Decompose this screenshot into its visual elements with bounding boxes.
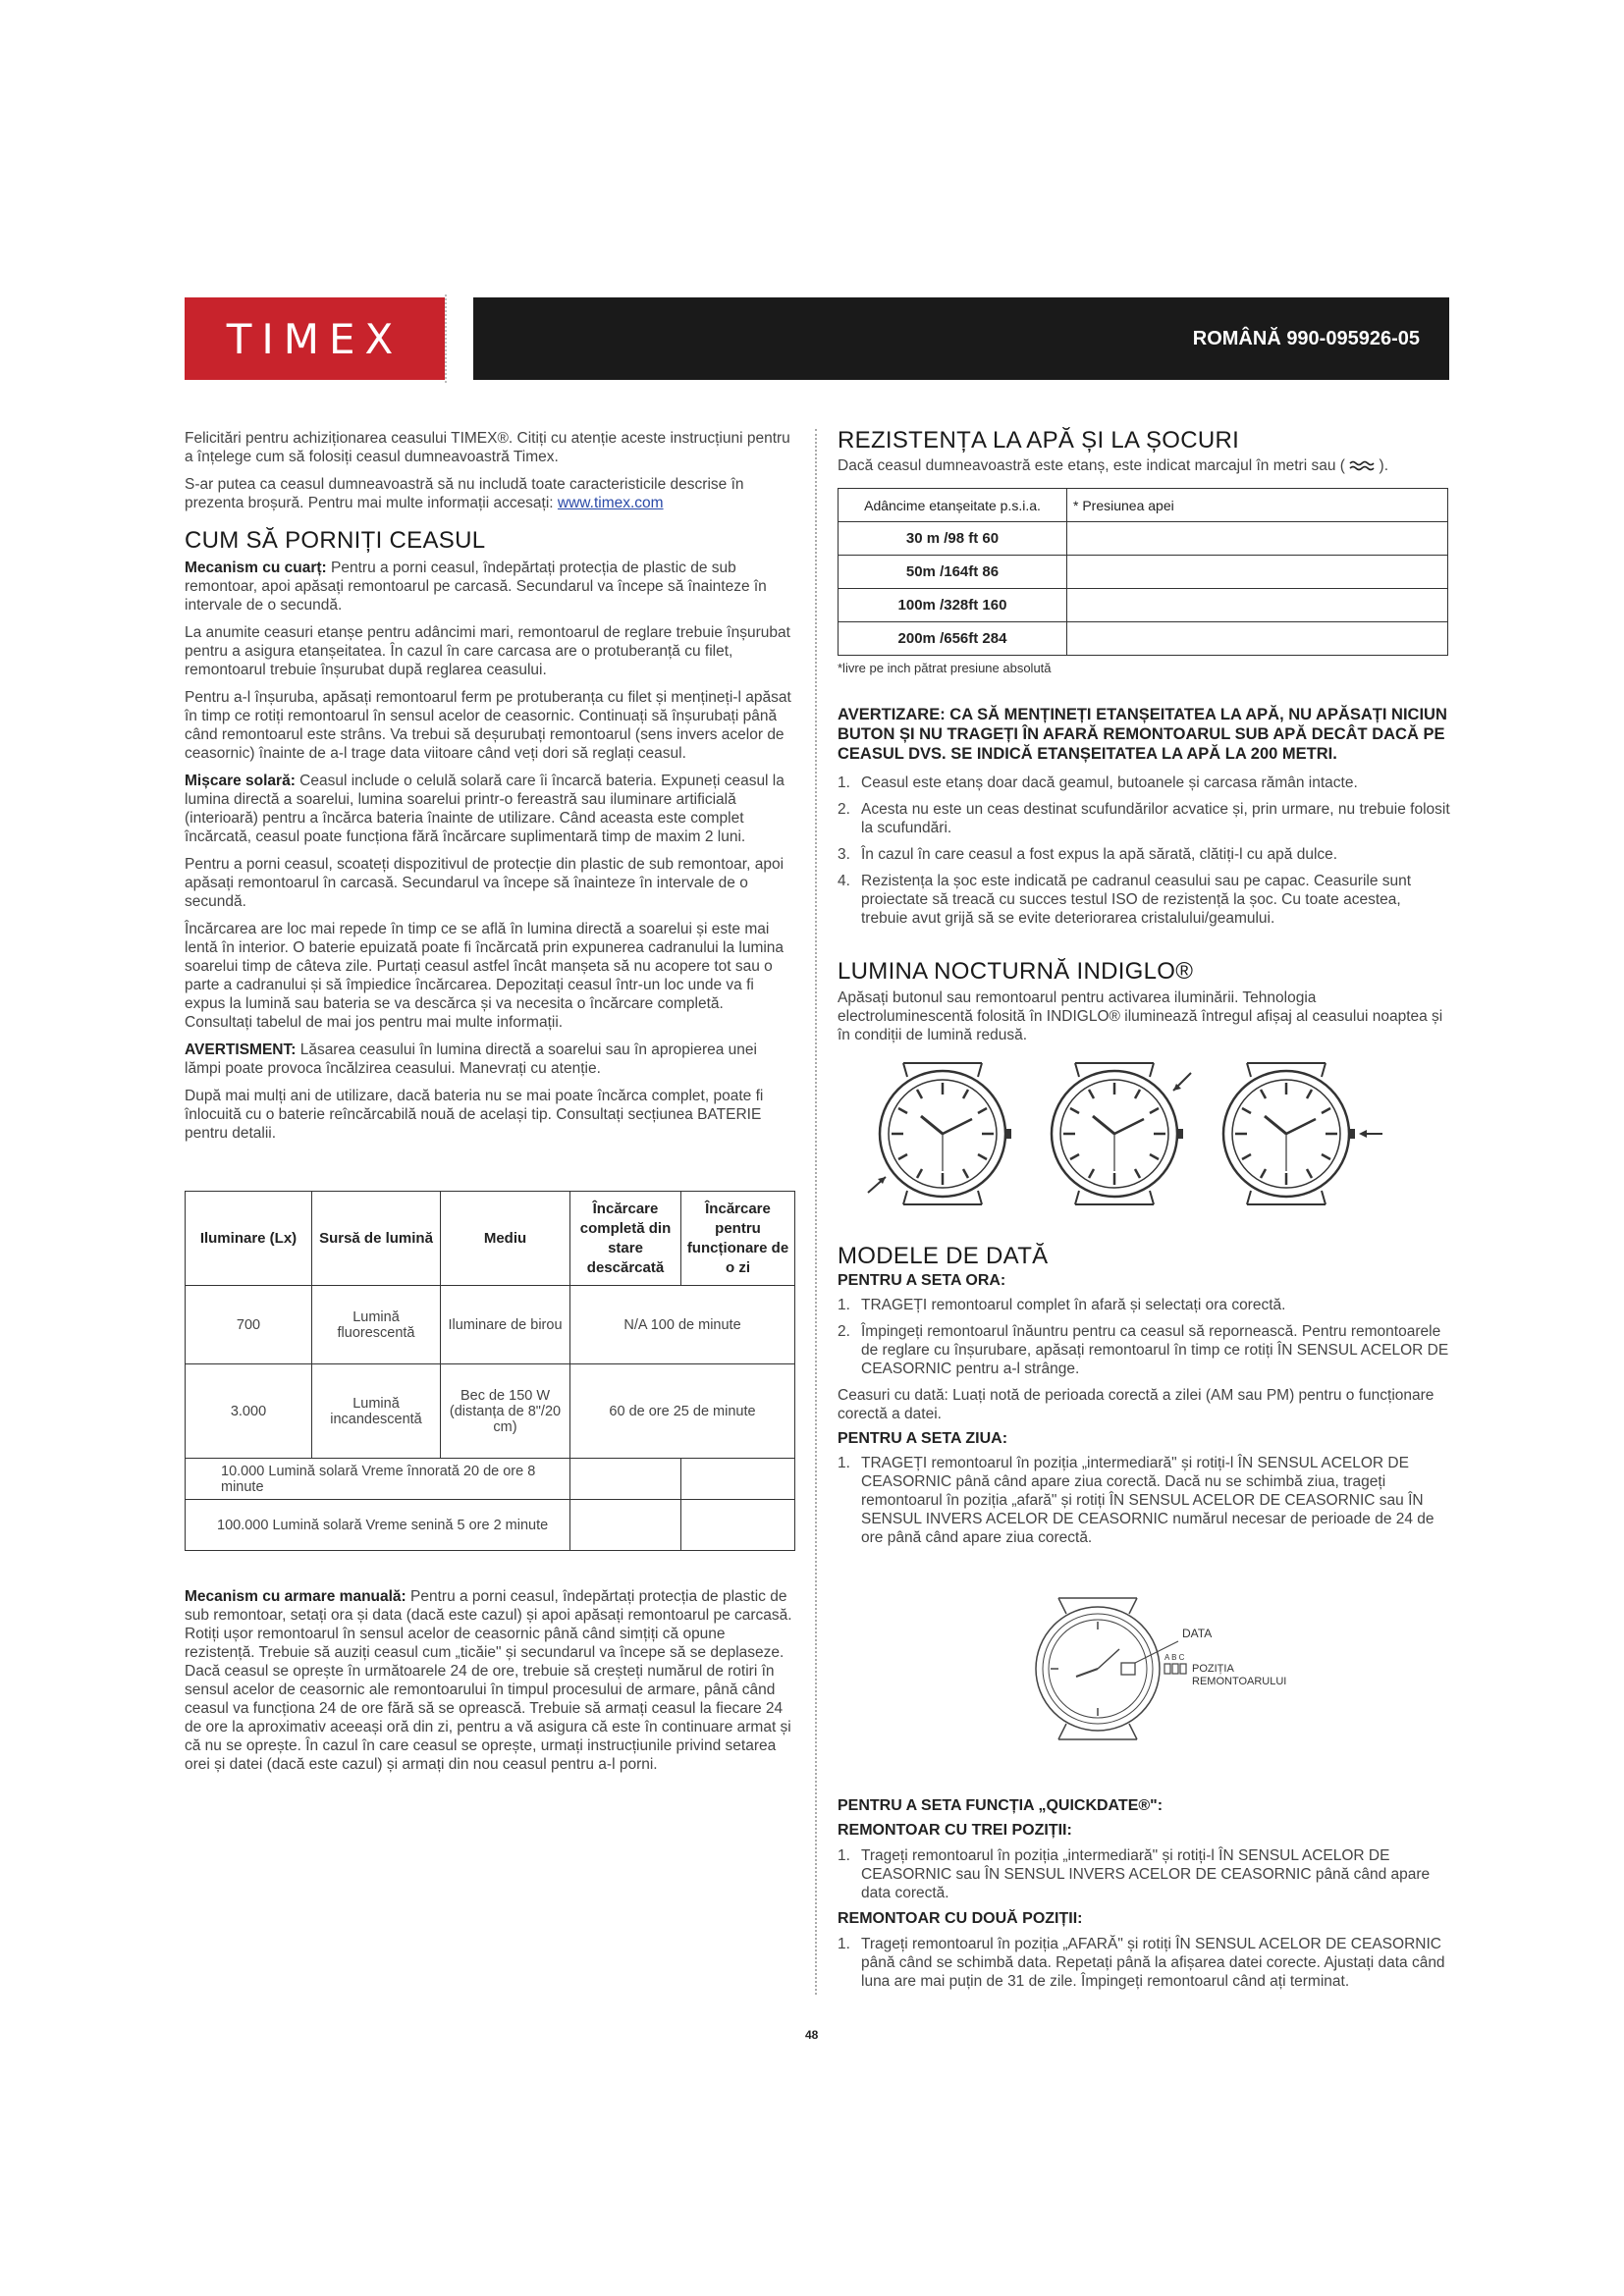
watch-illustration-3 — [1223, 1063, 1382, 1204]
table-cell — [1067, 589, 1448, 622]
table-cell — [681, 1500, 795, 1551]
quartz-text: Pentru a porni ceasul, îndepărtați protecția de plastic de sub remontoar, apoi apăsați remontoarul pe carcasă. Secundarul va începe să înainteze în intervale de o secundă. — [185, 560, 767, 614]
table-header-cell: * Presiunea apei — [1067, 489, 1448, 522]
table-header-cell: Iluminare (Lx) — [186, 1192, 312, 1286]
table-cell — [1067, 522, 1448, 556]
water-footnote: *livre pe inch pătrat presiune absolută — [838, 661, 1052, 675]
quartz-paragraph-2: La anumite ceasuri etanșe pentru adâncimi mari, remontoarul de reglare trebuie înșurubat pentru a asigura etanșeitatea. În cazul în care carcasa are o protuberanță cu filet, remontoarul trebuie înșurubat după reglarea ceasului. — [185, 624, 790, 678]
table-cell: 100m /328ft 160 — [839, 589, 1067, 622]
table-cell: 30 m /98 ft 60 — [839, 522, 1067, 556]
column-divider — [815, 429, 817, 1995]
table-cell: 50m /164ft 86 — [839, 556, 1067, 589]
water-intro — [838, 456, 1451, 475]
intro-paragraph-1: Felicitări pentru achiziționarea ceasului TIMEX®. Citiți cu atenție aceste instrucțiuni pentru a înțelege cum să folosiți ceasul dumneavoastră Timex. — [185, 430, 790, 465]
table-cell: Bec de 150 W (distanța de 8"/20 cm) — [441, 1364, 570, 1459]
table-cell: Iluminare de birou — [441, 1286, 570, 1364]
table-cell: 60 de ore 25 de minute — [570, 1364, 795, 1459]
timex-link[interactable]: www.timex.com — [557, 495, 664, 511]
header-bar — [473, 297, 1449, 380]
set-day-list — [838, 1454, 1451, 1547]
table-row — [186, 1364, 795, 1459]
set-time-list — [838, 1296, 1451, 1378]
table-header-cell: Sursă de lumină — [312, 1192, 441, 1286]
quickdate-label: PENTRU A SETA FUNCȚIA „QUICKDATE®": — [838, 1797, 1164, 1814]
warning-text: Lăsarea ceasului în lumina directă a soarelui sau în apropierea unei lămpi poate provoca încălzirea ceasului. Manevrați cu atenție. — [185, 1041, 757, 1077]
table-header-row — [186, 1192, 795, 1286]
table-cell — [1067, 556, 1448, 589]
table-cell: 10.000 Lumină solară Vreme înnorată 20 de ore 8 minute — [186, 1459, 570, 1500]
water-title: REZISTENȚA LA APĂ ȘI LA ȘOCURI — [838, 427, 1240, 454]
solar-paragraph-3: Încărcarea are loc mai repede în timp ce se află în lumina directă a soarelui și este mai lentă în interior. O baterie epuizată poate fi încărcată prin expunerea cadranului la lumina soarelui timp de câteva zile. Purtați ceasul astfel încât manșeta să nu acopere tot sau o parte a cadranului și să împiedice încărcarea. Depozitați ceasul într-un loc unde va fi expus la lumină sau bateria se va descărca și va necesita o încărcare completă. Consultați tabelul de mai jos pentru mai multe informații. — [185, 921, 785, 1031]
set-time-label: PENTRU A SETA ORA: — [838, 1272, 1006, 1289]
list-item: 3. În cazul în care ceasul a fost expus la apă sărată, clătiți-l cu apă dulce. — [838, 846, 1338, 863]
water-list — [838, 774, 1451, 928]
indiglo-watches-illustration — [864, 1055, 1434, 1212]
water-section — [838, 427, 1451, 475]
date-note: Ceasuri cu dată: Luați notă de perioada corectă a zilei (AM sau PM) pentru o funcționare corectă a datei. — [838, 1387, 1435, 1422]
list-item: 2. Acesta nu este un ceas destinat scufundărilor acvatice și, prin urmare, nu trebuie folosit la scufundări. — [838, 801, 1450, 836]
table-header-cell: Încărcare pentru funcționare de o zi — [681, 1192, 795, 1286]
diagram-crown-positions: A B C — [1164, 1653, 1185, 1662]
page-number: 48 — [805, 2028, 819, 2042]
table-row — [839, 522, 1448, 556]
manual-paragraph — [185, 1587, 795, 1774]
table-cell: Lumină fluorescentă — [312, 1286, 441, 1364]
list-item: 1. TRAGEȚI remontoarul complet în afară și selectați ora corectă. — [838, 1297, 1286, 1313]
list-item: 1. TRAGEȚI remontoarul în poziția „intermediară" și rotiți-l ÎN SENSUL ACELOR DE CEASORNIC până când apare ziua corectă. Dacă nu se schimbă ziua, trageți remontoarul în poziția „afară" și rotiți ÎN SENSUL ACELOR DE CEASORNIC sau ÎN SENSUL INVERS ACELOR DE CEASORNIC numărul necesar de perioade de 24 de ore până când apare ziua corectă. — [838, 1455, 1435, 1546]
illumination-table-wrap — [185, 1191, 795, 1551]
table-cell — [570, 1500, 681, 1551]
water-warning: AVERTIZARE: CA SĂ MENȚINEȚI ETANȘEITATEA LA APĂ, NU APĂSAȚI NICIUN BUTON ȘI NU TRAGEȚI ÎN AFARĂ REMONTOARUL SUB APĂ DECÂT DACĂ PE CEASUL DVS. SE INDICĂ ETANȘEITATEA LA APĂ LA 200 METRI. — [838, 706, 1447, 763]
table-cell: 3.000 — [186, 1364, 312, 1459]
start-section — [185, 527, 795, 1143]
table-cell — [681, 1459, 795, 1500]
diagram-crown-label-2: REMONTOARULUI — [1192, 1676, 1287, 1687]
header-divider — [445, 294, 447, 383]
table-cell: 700 — [186, 1286, 312, 1364]
list-item: 1. Trageți remontoarul în poziția „AFARĂ" și rotiți ÎN SENSUL ACELOR DE CEASORNIC până când se schimbă data. Repetați până la afișarea datei corecte. Ajustați data când luna are mai puțin de 31 de zile. Împingeți remontoarul când ați terminat. — [838, 1936, 1445, 1990]
date-section — [838, 1243, 1451, 1555]
table-header-cell: Încărcare completă din stare descărcată — [570, 1192, 681, 1286]
set-day-label: PENTRU A SETA ZIUA: — [838, 1430, 1008, 1447]
water-intro-end: ). — [1375, 457, 1389, 474]
quartz-paragraph-3: Pentru a-l înșuruba, apăsați remontoarul ferm pe protuberanța cu filet și mențineți-l apăsat în timp ce rotiți remontoarul în sensul acelor de ceasornic. Continuați să înșurubați până când remontoarul este strâns. Va trebui să deșurubați remontoarul (sens invers acelor de ceasornic) înainte de a-l trage data viitoare când veți dori să reglați ceasul. — [185, 689, 791, 762]
indiglo-text: Apăsați butonul sau remontoarul pentru activarea iluminării. Tehnologia electroluminescentă folosită în INDIGLO® iluminează întregul afișaj al ceasului noaptea și în condiții de lumină redusă. — [838, 989, 1443, 1043]
list-item: 1. Ceasul este etanș doar dacă geamul, butoanele și carcasa rămân intacte. — [838, 774, 1358, 791]
table-header-row — [839, 489, 1448, 522]
solar-paragraph-4: După mai mulți ani de utilizare, dacă bateria nu se mai poate încărca complet, poate fi înlocuită cu o baterie reîncărcabilă nouă de același tip. Consultați secțiunea BATERIE pentru detalii. — [185, 1088, 764, 1142]
table-row — [839, 622, 1448, 656]
intro-paragraph-2 — [185, 475, 795, 512]
warning-paragraph — [185, 1041, 795, 1078]
list-item: 1. Trageți remontoarul în poziția „intermediară" și rotiți-l ÎN SENSUL ACELOR DE CEASORNIC sau ÎN SENSUL INVERS ACELOR DE CEASORNIC până când apare data corectă. — [838, 1847, 1431, 1901]
table-cell: 200m /656ft 284 — [839, 622, 1067, 656]
table-cell — [1067, 622, 1448, 656]
water-warning-section — [838, 705, 1451, 935]
three-pos-label: REMONTOAR CU TREI POZIȚII: — [838, 1822, 1072, 1839]
indiglo-title: LUMINA NOCTURNĂ INDIGLO® — [838, 958, 1194, 985]
illumination-table — [185, 1191, 795, 1551]
three-pos-list — [838, 1846, 1451, 1902]
water-resistance-table — [838, 488, 1448, 656]
manual-text: Pentru a porni ceasul, îndepărtați protecția de plastic de sub remontoar, setați ora și data (dacă este cazul) și apoi apăsați remontoarul pe carcasă. Rotiți ușor remontoarul în sensul acelor de ceasornic până când simțiți că opune rezistență. Trebuie să auziți ceasul cum „ticăie" și secundarul va începe să se deplaseze. Dacă ceasul se oprește în următoarele 24 de ore, trebuie să creșteți numărul de rotiri în sensul acelor de ceasornic ale remontoarului în timpul procesului de armare, până când ceasul va funcționa 24 de ore fără să se oprească. Trebuie să armați ceasul la fiecare 24 de ore la aproximativ aceeași oră din zi, pentru a vă asigura că este în continuare armat și că nu se oprește. În cazul în care ceasul se oprește, urmați instrucțiunile privind setarea orei și datei (dacă este cazul) și armați din nou ceasul pentru a-l porni. — [185, 1588, 792, 1773]
table-row — [839, 589, 1448, 622]
diagram-date-label: DATA — [1182, 1627, 1213, 1640]
watch-illustration-1 — [868, 1063, 1011, 1204]
table-row — [186, 1459, 795, 1500]
quartz-label: Mecanism cu cuarț: — [185, 560, 327, 576]
solar-paragraph-2: Pentru a porni ceasul, scoateți dispozitivul de protecție din plastic de sub remontoar, apoi apăsați remontoarul în carcasă. Secundarul va începe să înainteze în intervale de o secundă. — [185, 856, 785, 910]
list-item: 4. Rezistența la șoc este indicată pe cadranul ceasului sau pe capac. Ceasurile sunt proiectate să treacă cu succes testul ISO de rezistență la șoc. Cu toate acestea, trebuie avut grijă să se evite deteriorarea cristalului/geamului. — [838, 873, 1412, 927]
warning-label: AVERTISMENT: — [185, 1041, 297, 1058]
quickdate-section — [838, 1797, 1451, 1999]
table-row — [839, 556, 1448, 589]
table-cell — [570, 1459, 681, 1500]
manual-label: Mecanism cu armare manuală: — [185, 1588, 406, 1605]
water-waves-icon — [1349, 460, 1375, 472]
manual-section — [185, 1587, 795, 1774]
watch-illustration-2 — [1052, 1063, 1191, 1204]
intro-text: S-ar putea ca ceasul dumneavoastră să nu includă toate caracteristicile descrise în prezenta broșură. Pentru mai multe informații accesați: — [185, 476, 744, 511]
table-cell: N/A 100 de minute — [570, 1286, 795, 1364]
two-pos-label: REMONTOAR CU DOUĂ POZIȚII: — [838, 1910, 1083, 1927]
table-row — [186, 1286, 795, 1364]
doc-code: ROMÂNĂ 990-095926-05 — [1192, 327, 1420, 349]
table-header-cell: Mediu — [441, 1192, 570, 1286]
solar-text: Ceasul include o celulă solară care îi încarcă bateria. Expuneți ceasul la lumina directă a soarelui, lumina soarelui printr-o fereastră sau iluminare artificială (interioară) pentru a încărca bateria înainte de utilizare. Când aceasta este complet încărcată, ceasul poate funcționa fără încărcare suplimentară timp de maxim 2 luni. — [185, 773, 785, 845]
solar-paragraph — [185, 772, 795, 846]
table-header-cell: Adâncime etanșeitate p.s.i.a. — [839, 489, 1067, 522]
table-row — [186, 1500, 795, 1551]
timex-logo — [185, 297, 445, 380]
date-watch-diagram — [1021, 1590, 1335, 1747]
table-cell: Lumină incandescentă — [312, 1364, 441, 1459]
quartz-paragraph — [185, 559, 795, 614]
left-intro — [185, 429, 795, 512]
water-table-wrap — [838, 488, 1451, 675]
water-intro-text: Dacă ceasul dumneavoastră este etanș, este indicat marcajul în metri sau ( — [838, 457, 1345, 474]
diagram-crown-label-1: POZIȚIA — [1192, 1663, 1234, 1675]
logo-text: TIMEX — [226, 314, 404, 363]
solar-label: Mișcare solară: — [185, 773, 296, 789]
table-cell: 100.000 Lumină solară Vreme senină 5 ore 2 minute — [186, 1500, 570, 1551]
list-item: 2. Împingeți remontoarul înăuntru pentru ca ceasul să repornească. Pentru remontoarele de reglare cu înșurubare, apăsați remontoarul în timp ce rotiți ÎN SENSUL ACELOR DE CEASORNIC pentru a-l strânge. — [838, 1323, 1449, 1377]
indiglo-section — [838, 958, 1451, 1044]
date-title: MODELE DE DATĂ — [838, 1243, 1049, 1269]
two-pos-list — [838, 1935, 1451, 1991]
start-title: CUM SĂ PORNIȚI CEASUL — [185, 527, 486, 554]
